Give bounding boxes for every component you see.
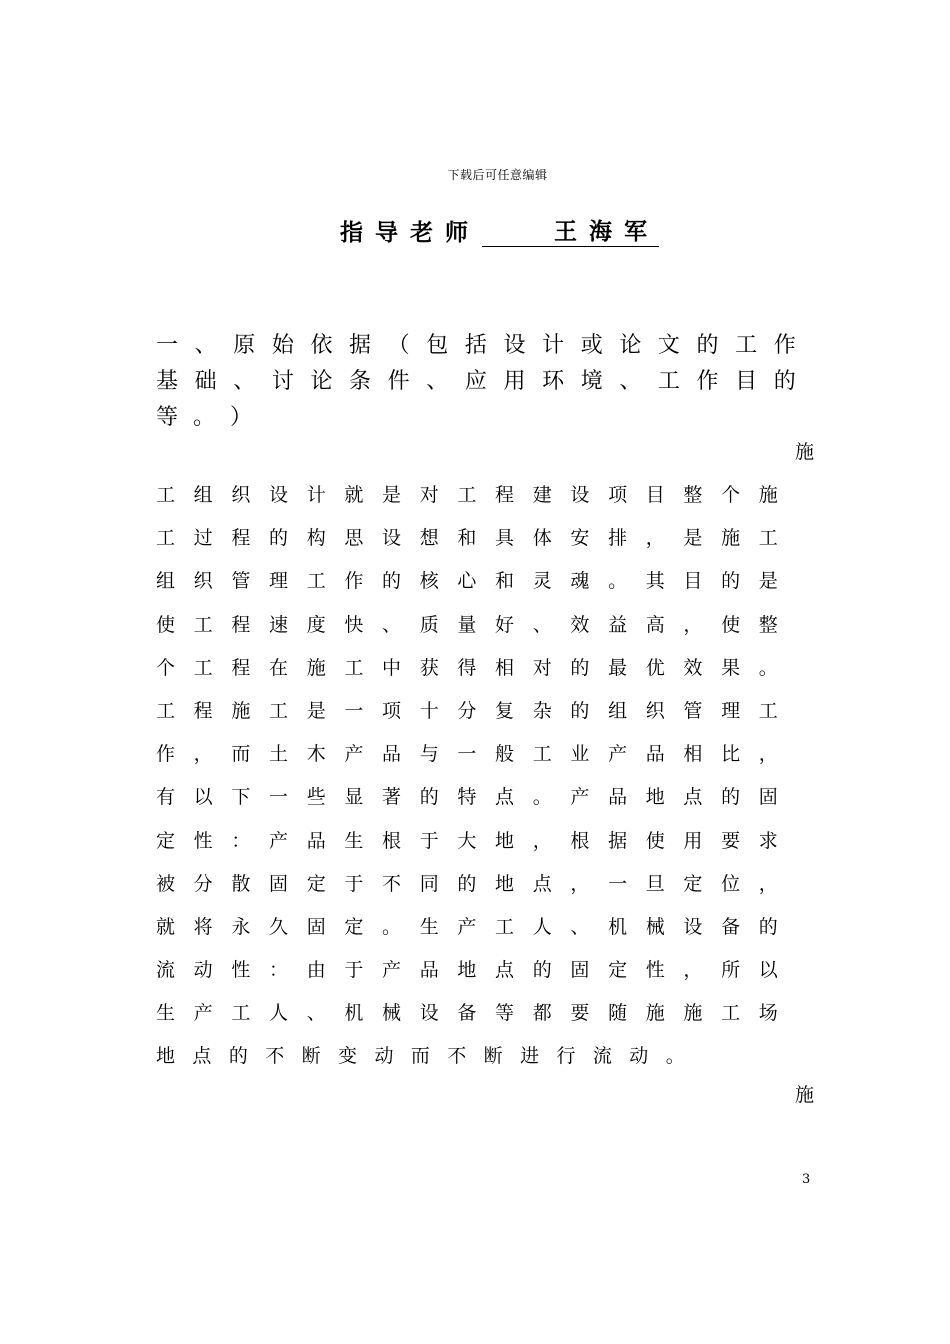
text-char: 特 (457, 786, 477, 809)
text-char: 断 (483, 1045, 503, 1068)
body-line (156, 560, 778, 603)
text-char: 的 (721, 570, 741, 593)
text-char: 著 (382, 786, 402, 809)
text-char: 计 (306, 484, 326, 506)
text-char: 计 (542, 333, 565, 358)
text-char: 的 (419, 786, 439, 809)
text-char: 文 (657, 333, 680, 358)
text-char: 讨 (271, 369, 294, 394)
text-char: 要 (570, 1002, 590, 1025)
text-char: 。 (532, 786, 552, 809)
text-char: 快 (344, 613, 364, 636)
text-char: 变 (338, 1045, 358, 1068)
text-char: 般 (495, 743, 515, 766)
text-char: 被 (156, 872, 176, 895)
text-char: 工 (156, 484, 176, 506)
heading-line (156, 328, 796, 364)
text-char: 以 (758, 959, 778, 982)
text-char: 效 (570, 613, 590, 636)
text-char: 行 (556, 1045, 576, 1068)
text-char: 织 (193, 570, 213, 593)
text-char: 位 (721, 872, 741, 895)
text-char: 的 (696, 333, 719, 358)
text-char: 永 (231, 915, 251, 938)
text-char: 是 (758, 570, 778, 593)
text-char: 一 (344, 699, 364, 722)
text-char: 作 (344, 570, 364, 593)
text-char: 括 (464, 333, 487, 358)
heading-line (156, 400, 796, 436)
text-char: 、 (426, 369, 449, 394)
text-char: 论 (619, 333, 642, 358)
text-char: 施 (758, 484, 778, 506)
text-char: 工 (344, 656, 364, 679)
text-char: 产 (457, 915, 477, 938)
text-char: 工 (657, 369, 680, 394)
text-char: 建 (532, 484, 552, 506)
text-char: 性 (193, 829, 213, 852)
text-char: 设 (570, 484, 590, 506)
text-char: 组 (193, 484, 213, 506)
text-char: 进 (520, 1045, 540, 1068)
text-char: 产 (344, 743, 364, 766)
text-char: 、 (382, 613, 402, 636)
text-char: 优 (645, 656, 665, 679)
text-char: 思 (344, 527, 364, 550)
text-char: 设 (503, 333, 526, 358)
text-char: 项 (608, 484, 628, 506)
text-char: 管 (683, 699, 703, 722)
text-char: 品 (645, 743, 665, 766)
text-char: 施 (721, 527, 741, 550)
text-char: 使 (721, 613, 741, 636)
text-char: 于 (344, 959, 364, 982)
text-char: 根 (570, 829, 590, 852)
text-char: 整 (758, 613, 778, 636)
text-char: 固 (306, 915, 326, 938)
text-char: 工 (532, 743, 552, 766)
text-char: 一 (457, 743, 477, 766)
text-char: 获 (419, 656, 439, 679)
header-note: 下载后可任意编辑 (447, 168, 548, 182)
text-char: 或 (580, 333, 603, 358)
text-char: 点 (683, 786, 703, 809)
text-char: 与 (419, 743, 439, 766)
text-char: 程 (495, 484, 515, 506)
text-char: 工 (758, 527, 778, 550)
text-char: 流 (592, 1045, 612, 1068)
text-char: 量 (457, 613, 477, 636)
text-char: 工 (735, 333, 758, 358)
text-char: 工 (495, 915, 515, 938)
text-char: 木 (306, 743, 326, 766)
text-char: 求 (758, 829, 778, 852)
text-char: 品 (419, 959, 439, 982)
text-char: 始 (271, 333, 294, 358)
text-char: 、 (233, 369, 256, 394)
text-char: 目 (683, 570, 703, 593)
text-char: 生 (344, 829, 364, 852)
text-char: 点 (532, 872, 552, 895)
text-char: 等 (156, 405, 179, 430)
text-char: 工 (306, 570, 326, 593)
text-char: 施 (306, 656, 326, 679)
text-char: 而 (231, 743, 251, 766)
text-char: 施 (683, 1002, 703, 1025)
text-char: 设 (269, 484, 289, 506)
text-char: 使 (645, 829, 665, 852)
text-char: 的 (532, 959, 552, 982)
text-char: 高 (645, 613, 665, 636)
text-char: 效 (683, 656, 703, 679)
text-char: 一 (269, 786, 289, 809)
text-char: 大 (457, 829, 477, 852)
text-char: 依 (310, 333, 333, 358)
text-char: 的 (228, 1045, 248, 1068)
text-char: 将 (193, 915, 213, 938)
text-char: 工 (156, 527, 176, 550)
text-char: 据 (608, 829, 628, 852)
text-char: 工 (193, 656, 213, 679)
text-char: 论 (310, 369, 333, 394)
text-char: 质 (419, 613, 439, 636)
text-char: 构 (306, 527, 326, 550)
text-char: 械 (645, 915, 665, 938)
text-char: 和 (495, 570, 515, 593)
text-char: 品 (382, 743, 402, 766)
body-line (156, 863, 778, 906)
text-char: 工 (721, 1002, 741, 1025)
text-char: 过 (193, 527, 213, 550)
body-line (156, 474, 778, 517)
text-char: 础 (194, 369, 217, 394)
text-char: 于 (419, 829, 439, 852)
body-line (156, 517, 778, 560)
text-char: 安 (570, 527, 590, 550)
text-char: 个 (721, 484, 741, 506)
text-char: 地 (457, 959, 477, 982)
text-char: 和 (457, 527, 477, 550)
text-char: 定 (344, 915, 364, 938)
text-char: 产 (382, 959, 402, 982)
text-char: 设 (683, 915, 703, 938)
text-char: 地 (645, 786, 665, 809)
text-char: 境 (580, 369, 603, 394)
text-char: 是 (683, 527, 703, 550)
text-char: 品 (608, 786, 628, 809)
text-char: 不 (382, 872, 402, 895)
text-char: ， (758, 872, 778, 895)
text-char: 都 (532, 1002, 552, 1025)
text-char: 目 (645, 484, 665, 506)
text-char: 程 (231, 527, 251, 550)
text-char: 具 (495, 527, 515, 550)
text-char: 核 (419, 570, 439, 593)
text-char: 些 (306, 786, 326, 809)
text-char: 根 (382, 829, 402, 852)
text-char: 灵 (532, 570, 552, 593)
text-char: 体 (532, 527, 552, 550)
heading-line (156, 364, 796, 400)
text-char: 旦 (645, 872, 665, 895)
text-char: 程 (231, 613, 251, 636)
text-char: 基 (156, 369, 179, 394)
text-char: 作 (156, 743, 176, 766)
text-char: 环 (542, 369, 565, 394)
text-char: 组 (608, 699, 628, 722)
text-char: 所 (721, 959, 741, 982)
text-char: 以 (193, 786, 213, 809)
text-char: 地 (495, 829, 515, 852)
text-char: 原 (233, 333, 256, 358)
text-char: 复 (495, 699, 515, 722)
text-char: 动 (629, 1045, 649, 1068)
text-char: 动 (374, 1045, 394, 1068)
text-char: ， (683, 613, 703, 636)
text-char: 人 (532, 915, 552, 938)
text-char: 产 (269, 829, 289, 852)
text-char: 项 (382, 699, 402, 722)
text-char: 固 (570, 959, 590, 982)
text-char: 理 (721, 699, 741, 722)
text-char: 。 (665, 1045, 685, 1068)
body-paragraph (156, 474, 778, 1079)
text-char: 地 (495, 872, 515, 895)
body-line (156, 776, 778, 819)
text-char: 地 (156, 1045, 176, 1068)
text-char: 点 (192, 1045, 212, 1068)
text-char: 施 (231, 699, 251, 722)
text-char: 械 (382, 1002, 402, 1025)
text-char: 。 (193, 405, 216, 430)
text-char: 条 (349, 369, 372, 394)
text-char: 久 (269, 915, 289, 938)
text-char: 的 (269, 527, 289, 550)
text-char: 的 (457, 872, 477, 895)
text-char: 业 (570, 743, 590, 766)
text-char: 工 (231, 1002, 251, 1025)
text-char: 人 (269, 1002, 289, 1025)
text-char: 最 (608, 656, 628, 679)
text-char: 定 (306, 872, 326, 895)
text-char: 土 (269, 743, 289, 766)
text-char: ， (645, 527, 665, 550)
text-char: 断 (301, 1045, 321, 1068)
text-char: 目 (735, 369, 758, 394)
text-char: ， (758, 743, 778, 766)
text-char: 性 (645, 959, 665, 982)
text-char: 理 (269, 570, 289, 593)
text-char: ， (570, 872, 590, 895)
text-char: 整 (683, 484, 703, 506)
text-char: ， (532, 829, 552, 852)
body-line (156, 906, 778, 949)
body-line (156, 992, 778, 1035)
text-char: 就 (344, 484, 364, 506)
text-char: 一 (608, 872, 628, 895)
text-char: ） (230, 405, 253, 430)
text-char: 、 (532, 613, 552, 636)
text-char: 心 (457, 570, 477, 593)
text-char: 比 (721, 743, 741, 766)
text-char: 分 (457, 699, 477, 722)
text-char: 、 (306, 1002, 326, 1025)
text-char: 工 (457, 484, 477, 506)
text-char: 产 (608, 743, 628, 766)
text-char: 等 (495, 1002, 515, 1025)
text-char: 有 (156, 786, 176, 809)
text-char: 备 (721, 915, 741, 938)
text-char: 定 (608, 959, 628, 982)
body-line (156, 647, 778, 690)
text-char: 于 (344, 872, 364, 895)
text-char: 分 (193, 872, 213, 895)
text-char: 得 (457, 656, 477, 679)
text-char: 的 (721, 786, 741, 809)
text-char: 速 (269, 613, 289, 636)
text-char: 度 (306, 613, 326, 636)
body-line (156, 604, 778, 647)
text-char: 个 (156, 656, 176, 679)
text-char: 用 (503, 369, 526, 394)
text-char: 作 (773, 333, 796, 358)
text-char: 工 (156, 699, 176, 722)
text-char: 、 (619, 369, 642, 394)
text-char: 。 (608, 570, 628, 593)
page-number: 3 (802, 1172, 811, 1187)
text-char: 由 (306, 959, 326, 982)
text-char: 相 (683, 743, 703, 766)
body-line (156, 733, 778, 776)
text-char: 生 (419, 915, 439, 938)
text-char: 定 (683, 872, 703, 895)
text-char: 织 (231, 484, 251, 506)
text-char: 而 (410, 1045, 430, 1068)
text-char: 据 (349, 333, 372, 358)
text-char: 定 (156, 829, 176, 852)
advisor-line (340, 214, 659, 247)
text-char: 、 (570, 915, 590, 938)
text-char: 织 (645, 699, 665, 722)
text-char: 动 (193, 959, 213, 982)
text-char: 杂 (532, 699, 552, 722)
stray-character-top: 施 (795, 441, 815, 463)
body-line (156, 1035, 778, 1078)
text-char: 产 (570, 786, 590, 809)
text-char: 管 (231, 570, 251, 593)
text-char: 作 (696, 369, 719, 394)
text-char: 想 (419, 527, 439, 550)
text-char: 工 (193, 613, 213, 636)
text-char: 机 (344, 1002, 364, 1025)
text-char: 机 (608, 915, 628, 938)
text-char: 使 (156, 613, 176, 636)
body-line (156, 949, 778, 992)
text-char: 场 (758, 1002, 778, 1025)
text-char: 设 (382, 527, 402, 550)
text-char: 魂 (570, 570, 590, 593)
text-char: 好 (495, 613, 515, 636)
body-line (156, 820, 778, 863)
text-char: 设 (419, 1002, 439, 1025)
text-char: 工 (269, 699, 289, 722)
text-char: 不 (447, 1045, 467, 1068)
text-char: 不 (265, 1045, 285, 1068)
text-char: 中 (382, 656, 402, 679)
text-char: 其 (645, 570, 665, 593)
text-char: 性 (231, 959, 251, 982)
text-char: 品 (306, 829, 326, 852)
text-char: 用 (683, 829, 703, 852)
text-char: 程 (193, 699, 213, 722)
text-char: 排 (608, 527, 628, 550)
text-char: 下 (231, 786, 251, 809)
text-char: 是 (306, 699, 326, 722)
text-char: 在 (269, 656, 289, 679)
text-char: 显 (344, 786, 364, 809)
text-char: 十 (419, 699, 439, 722)
text-char: 是 (382, 484, 402, 506)
text-char: 包 (426, 333, 449, 358)
text-char: 点 (495, 786, 515, 809)
text-char: 产 (193, 1002, 213, 1025)
text-char: 的 (570, 699, 590, 722)
text-char: 工 (758, 699, 778, 722)
text-char: 的 (758, 915, 778, 938)
text-char: 组 (156, 570, 176, 593)
text-char: 要 (721, 829, 741, 852)
text-char: 一 (156, 333, 179, 358)
text-char: 。 (382, 915, 402, 938)
text-char: ， (193, 743, 213, 766)
text-char: 对 (419, 484, 439, 506)
text-char: 随 (608, 1002, 628, 1025)
text-char: 。 (758, 656, 778, 679)
text-char: 施 (645, 1002, 665, 1025)
text-char: 对 (532, 656, 552, 679)
text-char: ： (269, 959, 289, 982)
body-line (156, 690, 778, 733)
text-char: 固 (269, 872, 289, 895)
text-char: （ (387, 333, 410, 358)
text-char: 的 (773, 369, 796, 394)
text-char: 件 (387, 369, 410, 394)
text-char: 的 (382, 570, 402, 593)
text-char: 的 (570, 656, 590, 679)
text-char: 点 (495, 959, 515, 982)
text-char: 果 (721, 656, 741, 679)
text-char: ： (231, 829, 251, 852)
text-char: 备 (457, 1002, 477, 1025)
advisor-label: 指导老师 (340, 219, 480, 246)
text-char: 固 (758, 786, 778, 809)
text-char: 程 (231, 656, 251, 679)
text-char: 散 (231, 872, 251, 895)
text-char: 相 (495, 656, 515, 679)
text-char: 生 (156, 1002, 176, 1025)
text-char: 流 (156, 959, 176, 982)
section-heading (156, 328, 796, 436)
text-char: 益 (608, 613, 628, 636)
text-char: 同 (419, 872, 439, 895)
text-char: 应 (464, 369, 487, 394)
text-char: 、 (194, 333, 217, 358)
stray-character-bottom: 施 (795, 1084, 815, 1106)
advisor-name: 王海军 (482, 218, 659, 247)
text-char: ， (683, 959, 703, 982)
text-char: 就 (156, 915, 176, 938)
